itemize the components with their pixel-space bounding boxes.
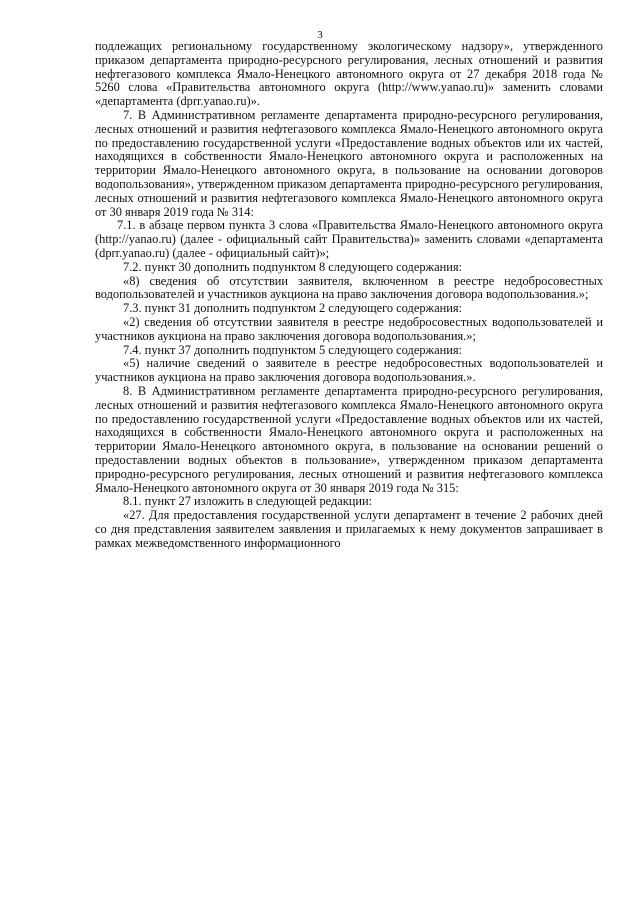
paragraph-item-7-3: 7.3. пункт 31 дополнить подпунктом 2 следующего содержания: — [123, 301, 462, 316]
paragraph-item-8: 8. В Административном регламенте департамента природно-ресурсного регулирования, лесных отношений и развития нефтегазового комплекса Ямало-Ненецкого автономного округа по предоставлению государственной услуги «Предоставление водных объектов или их частей, находящихся в собственности Ямало-Ненецкого автономного округа и расположенных на территории Ямало-Ненецкого автономного округа, в пользование на основании решений о предоставлении водных объектов в пользование», утвержденном приказом департамента природно-ресурсного регулирования, лесных отношений и развития нефтегазового комплекса Ямало-Ненецкого автономного округа от 30 января 2019 года № 315: — [95, 383, 603, 495]
paragraph-item-7-2: 7.2. пункт 30 дополнить подпунктом 8 следующего содержания: — [123, 259, 462, 274]
paragraph-subitem-8: «8) сведения об отсутствии заявителя, включенном в реестре недобросовестных водопользователей и участников аукциона на право заключения договора водопользования.»; — [95, 273, 603, 302]
paragraph-item-7-4: 7.4. пункт 37 дополнить подпунктом 5 следующего содержания: — [123, 342, 462, 357]
page-number: 3 — [317, 29, 323, 41]
paragraph-subitem-5: «5) наличие сведений о заявителе в реестре недобросовестных водопользователей и участников аукциона на право заключения договора водопользования.». — [95, 356, 603, 385]
paragraph-continuation: подлежащих региональному государственному экологическому надзору», утвержденного приказом департамента природно-ресурсного регулирования, лесных отношений и развития нефтегазового комплекса Ямало-Ненецкого автономного округа от 27 декабря 2018 года № 5260 слова «Правительства автономного округа (http://www.yanao.ru)» заменить словами «департамента (dprr.yanao.ru)». — [95, 39, 603, 109]
paragraph-item-7: 7. В Административном регламенте департамента природно-ресурсного регулирования, лесных отношений и развития нефтегазового комплекса Ямало-Ненецкого автономного округа по предоставлению государственной услуги «Предоставление водных объектов или их частей, находящихся в собственности Ямало-Ненецкого автономного округа и расположенных на территории Ямало-Ненецкого автономного округа, в пользование на основании договоров водопользования», утвержденном приказом департамента природно-ресурсного регулирования, лесных отношений и развития нефтегазового комплекса Ямало-Ненецкого автономного округа от 30 января 2019 года № 314: — [95, 107, 603, 219]
paragraph-item-7-1: 7.1. в абзаце первом пункта 3 слова «Правительства Ямало-Ненецкого автономного округа (http://yanao.ru) (далее - официальный сайт Правительства)» заменить словами «департамента (dprr.yanao.ru) (далее - официальный сайт)»; — [95, 218, 603, 260]
document-body — [95, 40, 603, 550]
paragraph-item-27: «27. Для предоставления государственной услуги департамент в течение 2 рабочих дней со дня представления заявителем заявления и прилагаемых к нему документов запрашивает в рамках межведомственного информационного — [95, 508, 603, 550]
paragraph-item-8-1: 8.1. пункт 27 изложить в следующей редакции: — [123, 494, 373, 509]
paragraph-subitem-2: «2) сведения об отсутствии заявителя в реестре недобросовестных водопользователей и участников аукциона на право заключения договора водопользования.»; — [95, 314, 603, 343]
